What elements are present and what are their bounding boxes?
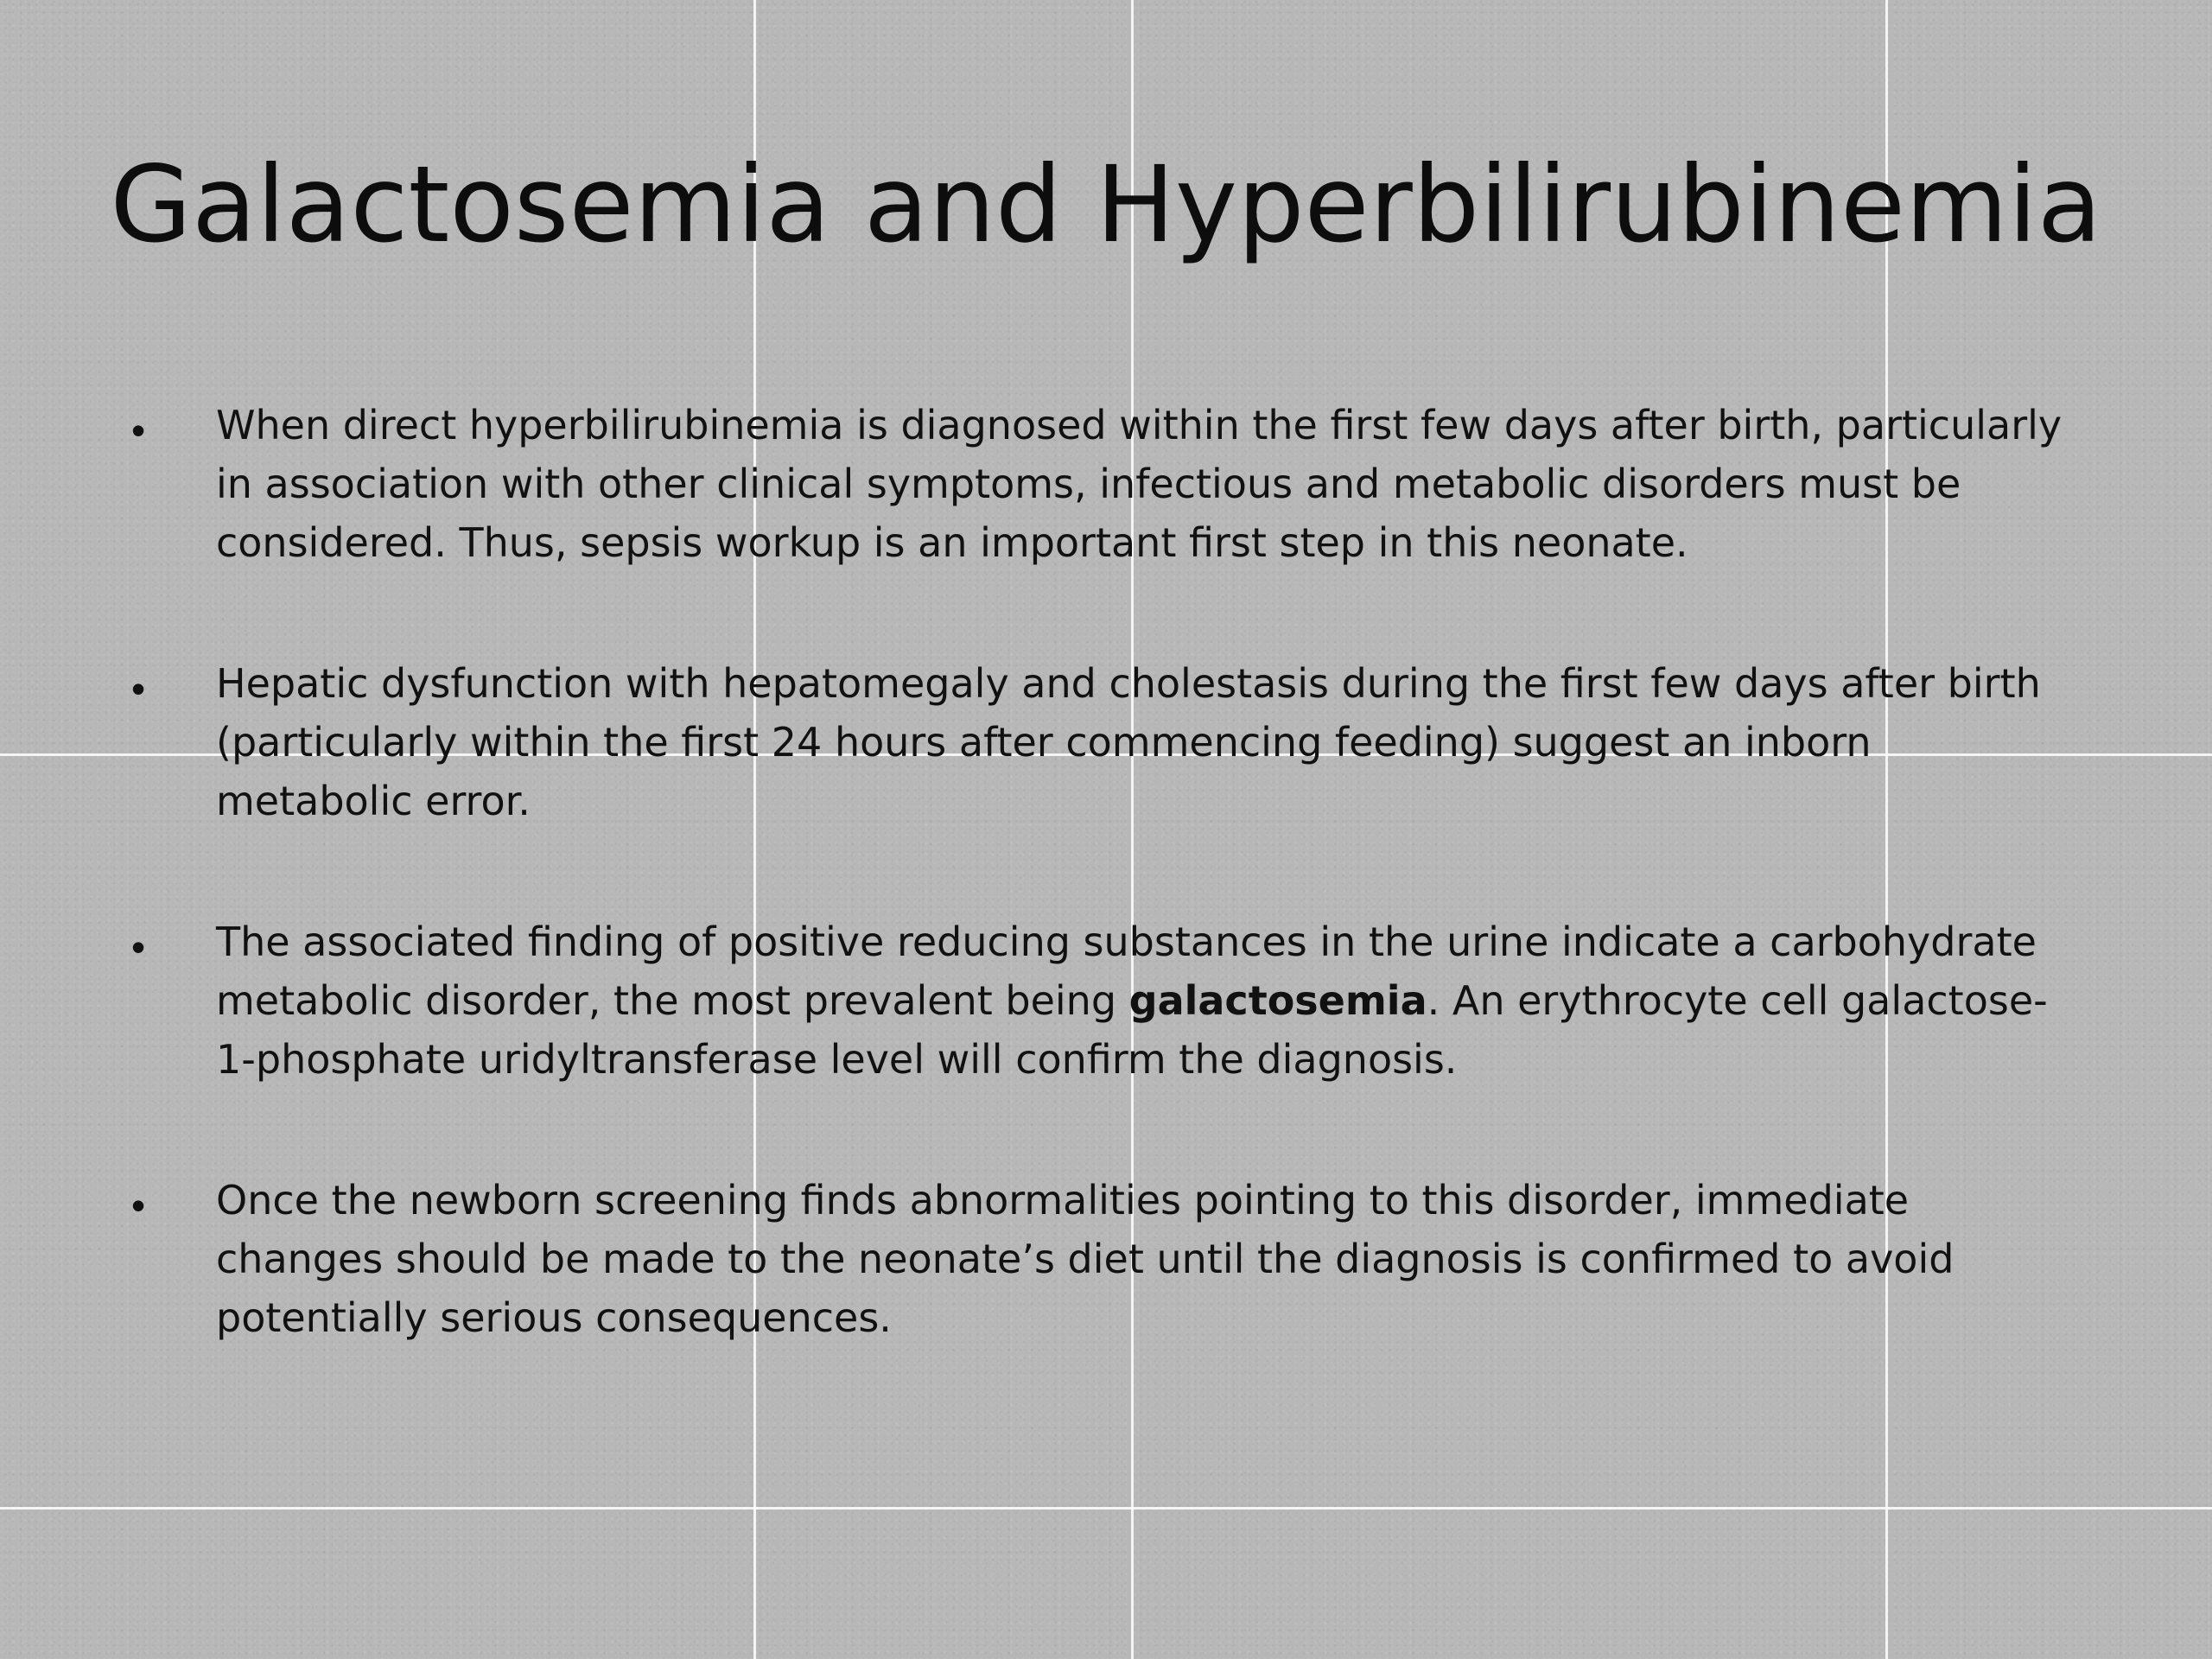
bullet-list: [0, 396, 2212, 1429]
bullet-marker: •: [131, 666, 146, 711]
slide-title: Galactosemia and Hyperbilirubinemia: [110, 143, 2102, 266]
bullet-item: [0, 1171, 2212, 1347]
bullet-marker: •: [131, 1183, 146, 1228]
bullet-item: [0, 396, 2212, 572]
bullet-text: Hepatic dysfunction with hepatomegaly and cholestasis during the first few days after birth (particularly within the first 24 hours after commencing feeding) suggest an inborn metabolic error.: [216, 660, 2041, 824]
bullet-item: [0, 912, 2212, 1089]
bullet-text-part: The associated finding of positive reducing substances in the urine indicate a carbohydrate metabolic disorder, the most prevalent being: [216, 918, 2037, 1024]
grid-line-horizontal: [0, 1507, 2212, 1510]
bullet-text: Once the newborn screening finds abnormalities pointing to this disorder, immediate changes should be made to the neonate’s diet until the diagnosis is confirmed to avoid potentially serious consequences.: [216, 1177, 1955, 1341]
bullet-text-part: . An erythrocyte cell galactose-1-phosphate uridyltransferase level will confirm the diagnosis.: [216, 977, 2048, 1083]
bullet-text: When direct hyperbilirubinemia is diagnosed within the first few days after birth, particularly in association with other clinical symptoms, infectious and metabolic disorders must be considered. Thus, sepsis workup is an important first step in this neonate.: [216, 402, 2063, 566]
bullet-marker: •: [131, 925, 146, 969]
bullet-text: [216, 912, 2074, 1089]
bold-term-galactosemia: galactosemia: [1128, 977, 1427, 1024]
bullet-item: [0, 654, 2212, 830]
bullet-marker: •: [131, 408, 146, 453]
